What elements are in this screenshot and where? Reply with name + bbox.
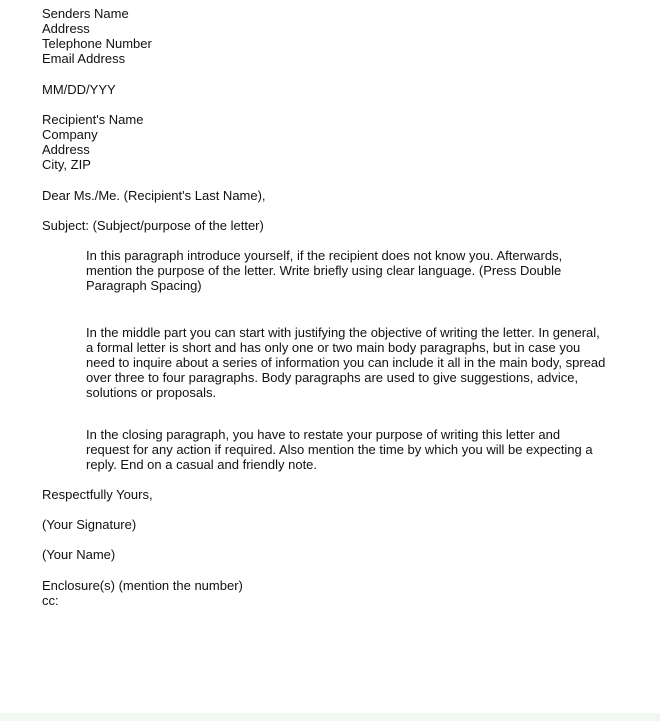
signature-placeholder: (Your Signature) xyxy=(42,517,137,532)
body-middle-paragraph: In the middle part you can start with justifying the objective of writing the letter. In general, a formal letter is short and has only one or two main body paragraphs, but in case you need to inquire about a series of information you can include it all in the main body, spread over three to four paragraphs. Body paragraphs are used to give suggestions, advice, solutions or proposals. xyxy=(86,325,606,400)
sender-address: Address xyxy=(42,21,90,36)
enclosure-line: Enclosure(s) (mention the number) xyxy=(42,578,243,593)
recipient-company: Company xyxy=(42,127,98,142)
closing-phrase: Respectfully Yours, xyxy=(42,487,153,502)
subject-line: Subject: (Subject/purpose of the letter) xyxy=(42,218,264,233)
cc-line: cc: xyxy=(42,593,59,608)
name-placeholder: (Your Name) xyxy=(42,547,116,562)
bottom-strip xyxy=(0,713,660,721)
recipient-city-zip: City, ZIP xyxy=(42,157,91,172)
recipient-address: Address xyxy=(42,142,90,157)
sender-telephone: Telephone Number xyxy=(42,36,152,51)
recipient-name: Recipient's Name xyxy=(42,112,144,127)
body-closing-paragraph: In the closing paragraph, you have to restate your purpose of writing this letter and request for any action if required. Also mention the time by which you will be expecting a reply. End on a casual and friendly note. xyxy=(86,427,593,472)
salutation: Dear Ms./Me. (Recipient's Last Name), xyxy=(42,188,266,203)
body-intro-paragraph: In this paragraph introduce yourself, if the recipient does not know you. Afterwards, mention the purpose of the letter. Write briefly using clear language. (Press Double Paragraph Spacing) xyxy=(86,248,563,293)
letter-date: MM/DD/YYY xyxy=(42,82,116,97)
sender-email: Email Address xyxy=(42,51,126,66)
sender-name: Senders Name xyxy=(42,6,129,21)
